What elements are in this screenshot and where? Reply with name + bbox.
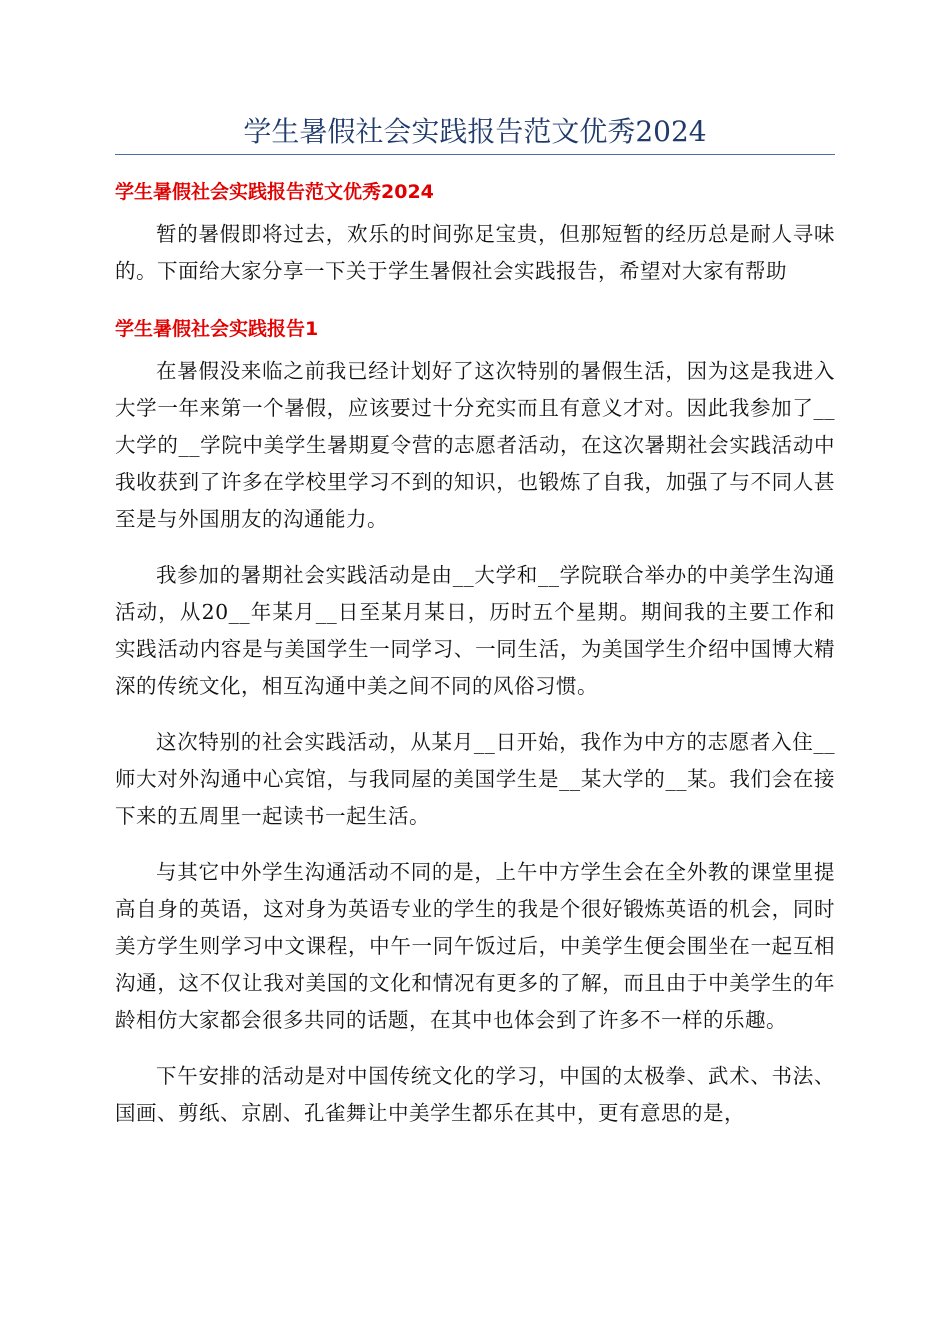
document-body bbox=[115, 172, 835, 1132]
section-1-heading: 学生暑假社会实践报告1 bbox=[115, 318, 319, 340]
body-paragraph-5: 下午安排的活动是对中国传统文化的学习，中国的太极拳、武术、书法、国画、剪纸、京剧、孔雀舞让中美学生都乐在其中，更有意思的是， bbox=[115, 1064, 835, 1125]
body-paragraph-1: 在暑假没来临之前我已经计划好了这次特别的暑假生活，因为这是我进入大学一年来第一个暑假，应该要过十分充实而且有意义才对。因此我参加了__大学的__学院中美学生暑期夏令营的志愿者活动，在这次暑期社会实践活动中我收获到了许多在学校里学习不到的知识，也锻炼了自我，加强了与不同人甚至是与外国朋友的沟通能力。 bbox=[115, 359, 835, 531]
document-title: 学生暑假社会实践报告范文优秀2024 bbox=[243, 115, 707, 148]
body-paragraph-3: 这次特别的社会实践活动，从某月__日开始，我作为中方的志愿者入住__师大对外沟通中心宾馆，与我同屋的美国学生是__某大学的__某。我们会在接下来的五周里一起读书一起生活。 bbox=[115, 730, 835, 828]
intro-paragraph: 暂的暑假即将过去，欢乐的时间弥足宝贵，但那短暂的经历总是耐人寻味的。下面给大家分享一下关于学生暑假社会实践报告，希望对大家有帮助 bbox=[115, 222, 835, 283]
body-paragraph-2: 我参加的暑期社会实践活动是由__大学和__学院联合举办的中美学生沟通活动，从20__年某月__日至某月某日，历时五个星期。期间我的主要工作和实践活动内容是与美国学生一同学习、一同生活，为美国学生介绍中国博大精深的传统文化，相互沟通中美之间不同的风俗习惯。 bbox=[115, 563, 835, 698]
body-paragraph-4: 与其它中外学生沟通活动不同的是，上午中方学生会在全外教的课堂里提高自身的英语，这对身为英语专业的学生的我是个很好锻炼英语的机会，同时美方学生则学习中文课程，中午一同午饭过后，中美学生便会围坐在一起互相沟通，这不仅让我对美国的文化和情况有更多的了解，而且由于中美学生的年龄相仿大家都会很多共同的话题，在其中也体会到了许多不一样的乐趣。 bbox=[115, 860, 835, 1032]
title-underline bbox=[115, 154, 835, 155]
main-heading: 学生暑假社会实践报告范文优秀2024 bbox=[115, 181, 434, 203]
